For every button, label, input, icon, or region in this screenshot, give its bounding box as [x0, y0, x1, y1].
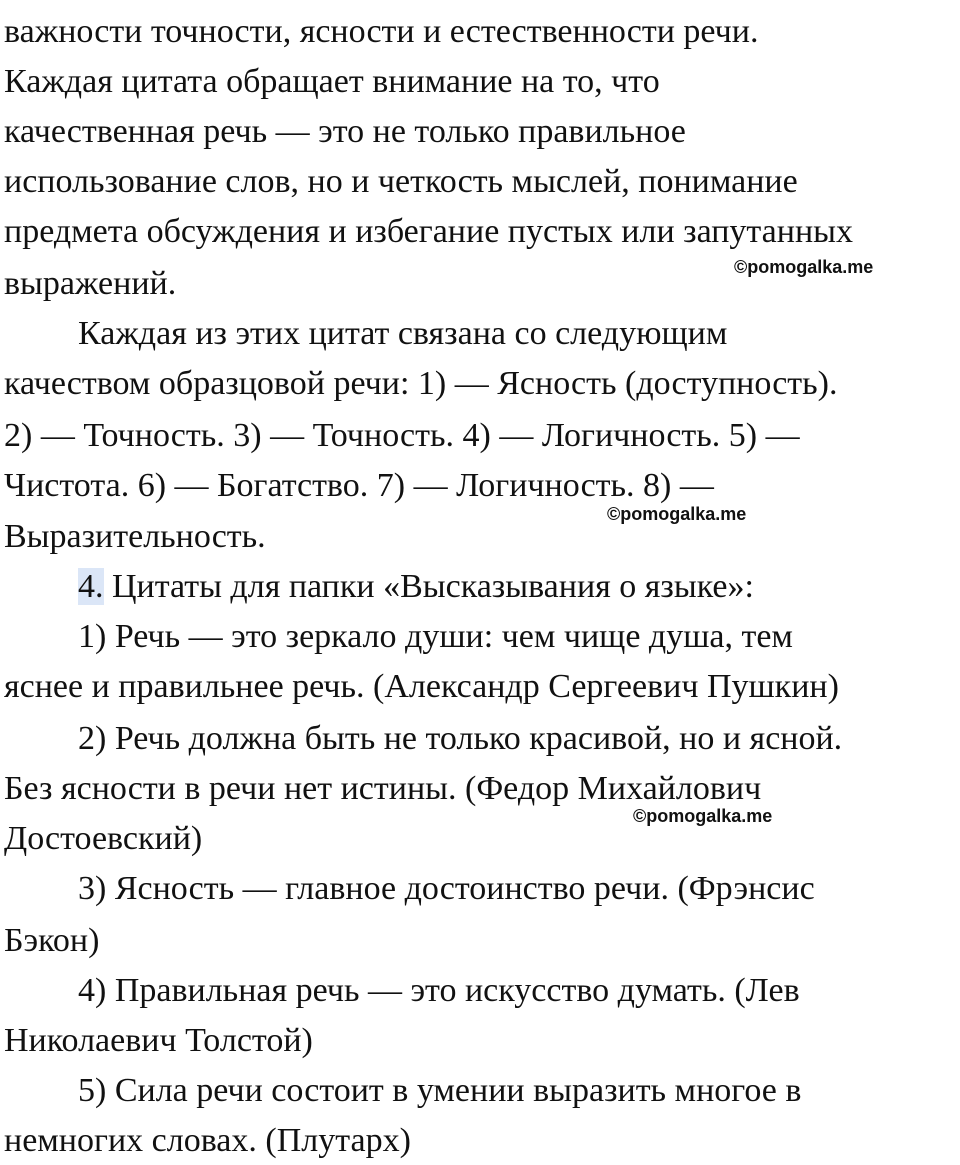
text-line: использование слов, но и четкость мыслей, понимание: [4, 163, 798, 200]
quote-3-line: Бэкон): [4, 922, 100, 959]
text-line: предмета обсуждения и избегание пустых или запутанных: [4, 213, 854, 250]
quote-5-line: 5) Сила речи состоит в умении выразить многое в: [78, 1072, 802, 1109]
heading-text: Цитаты для папки «Высказывания о языке»:: [103, 568, 754, 605]
text-line: Чистота. 6) — Богатство. 7) — Логичность. 8) —: [4, 467, 714, 504]
watermark: ©pomogalka.me: [607, 504, 747, 524]
text-line: 2) — Точность. 3) — Точность. 4) — Логичность. 5) —: [4, 417, 800, 454]
text-line: выражений.: [4, 265, 177, 302]
text-line: качеством образцовой речи: 1) — Ясность (доступность).: [4, 365, 838, 402]
section-heading: [78, 567, 754, 607]
quote-2-line: Без ясности в речи нет истины. (Федор Михайлович: [4, 770, 762, 807]
quote-1-line: 1) Речь — это зеркало души: чем чище душа, тем: [78, 618, 793, 655]
quote-4-line: 4) Правильная речь — это искусство думать. (Лев: [78, 972, 800, 1009]
quote-4-line: Николаевич Толстой): [4, 1022, 313, 1059]
watermark: ©pomogalka.me: [633, 806, 773, 826]
watermark: ©pomogalka.me: [734, 257, 874, 277]
item-number-highlight: 4.: [78, 568, 104, 605]
text-line: Каждая цитата обращает внимание на то, что: [4, 63, 660, 100]
quote-1-line: яснее и правильнее речь. (Александр Сергеевич Пушкин): [4, 668, 839, 705]
paragraph-start-line: Каждая из этих цитат связана со следующим: [78, 315, 728, 352]
quote-2-line: 2) Речь должна быть не только красивой, но и ясной.: [78, 720, 843, 757]
text-line: Выразительность.: [4, 518, 266, 555]
text-line: качественная речь — это не только правильное: [4, 113, 686, 150]
quote-2-line: Достоевский): [4, 820, 203, 857]
text-line: важности точности, ясности и естественности речи.: [4, 13, 759, 50]
quote-3-line: 3) Ясность — главное достоинство речи. (Фрэнсис: [78, 870, 815, 907]
quote-5-line: немногих словах. (Плутарх): [4, 1122, 411, 1159]
